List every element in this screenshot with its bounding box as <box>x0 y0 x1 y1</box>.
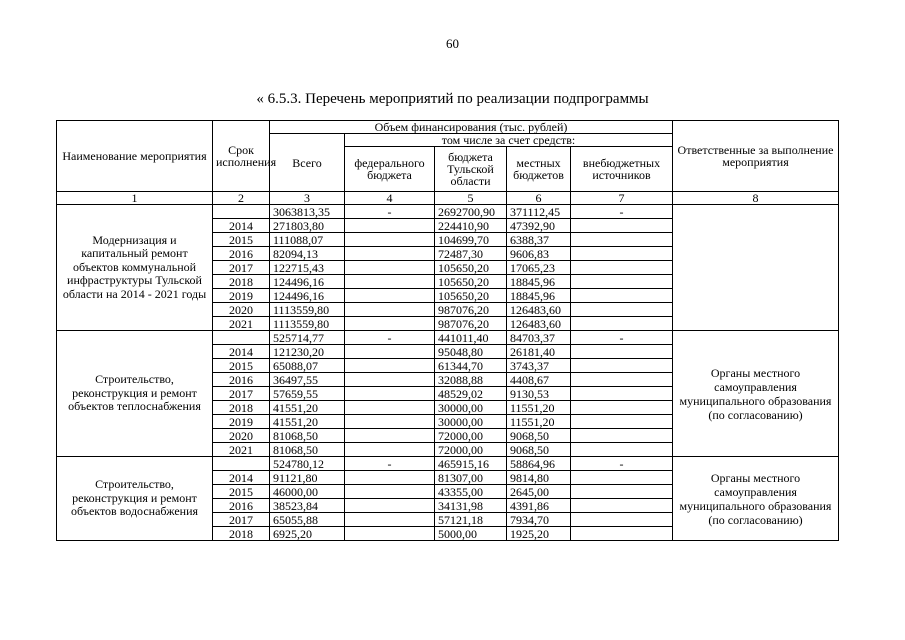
cell-federal <box>345 247 435 261</box>
cell-total: 3063813,35 <box>270 205 345 219</box>
cell-total: 82094,13 <box>270 247 345 261</box>
responsible-party: Органы местного самоуправления муниципального образования (по согласованию) <box>673 331 839 457</box>
cell-federal <box>345 289 435 303</box>
responsible-party: Органы местного самоуправления муниципального образования (по согласованию) <box>673 457 839 541</box>
cell-federal <box>345 471 435 485</box>
cell-local: 11551,20 <box>507 401 571 415</box>
cell-extrabudget <box>571 499 673 513</box>
cell-regional: 34131,98 <box>435 499 507 513</box>
cell-federal <box>345 219 435 233</box>
cell-federal <box>345 415 435 429</box>
page-number: 60 <box>446 36 459 51</box>
cell-federal <box>345 233 435 247</box>
cell-federal <box>345 527 435 541</box>
cell-regional: 2692700,90 <box>435 205 507 219</box>
cell-total: 525714,77 <box>270 331 345 345</box>
header-name: Наименование мероприятия <box>57 121 213 192</box>
cell-extrabudget: - <box>571 457 673 471</box>
cell-local: 9606,83 <box>507 247 571 261</box>
cell-federal: - <box>345 331 435 345</box>
table-row <box>57 331 839 345</box>
cell-year: 2021 <box>213 443 270 457</box>
cell-total: 124496,16 <box>270 275 345 289</box>
cell-total: 122715,43 <box>270 261 345 275</box>
activity-name: Строительство, реконструкция и ремонт объектов теплоснабжения <box>57 331 213 457</box>
cell-total: 46000,00 <box>270 485 345 499</box>
cell-extrabudget: - <box>571 331 673 345</box>
cell-federal <box>345 429 435 443</box>
cell-year: 2017 <box>213 261 270 275</box>
cell-extrabudget <box>571 233 673 247</box>
cell-local: 58864,96 <box>507 457 571 471</box>
cell-regional: 105650,20 <box>435 289 507 303</box>
cell-total: 65055,88 <box>270 513 345 527</box>
cell-local: 1925,20 <box>507 527 571 541</box>
cell-extrabudget <box>571 443 673 457</box>
cell-regional: 72000,00 <box>435 429 507 443</box>
cell-extrabudget <box>571 247 673 261</box>
cell-regional: 104699,70 <box>435 233 507 247</box>
cell-local: 84703,37 <box>507 331 571 345</box>
column-number: 1 <box>57 192 213 205</box>
cell-local: 3743,37 <box>507 359 571 373</box>
cell-local: 9068,50 <box>507 429 571 443</box>
cell-extrabudget <box>571 373 673 387</box>
cell-extrabudget <box>571 345 673 359</box>
cell-extrabudget <box>571 415 673 429</box>
cell-local: 47392,90 <box>507 219 571 233</box>
cell-regional: 224410,90 <box>435 219 507 233</box>
header-federal: федерального бюджета <box>345 147 435 192</box>
cell-total: 124496,16 <box>270 289 345 303</box>
cell-regional: 987076,20 <box>435 303 507 317</box>
cell-regional: 95048,80 <box>435 345 507 359</box>
cell-extrabudget <box>571 261 673 275</box>
cell-total: 81068,50 <box>270 429 345 443</box>
column-number: 5 <box>435 192 507 205</box>
cell-federal <box>345 485 435 499</box>
cell-year: 2014 <box>213 345 270 359</box>
cell-regional: 987076,20 <box>435 317 507 331</box>
cell-regional: 32088,88 <box>435 373 507 387</box>
cell-regional: 43355,00 <box>435 485 507 499</box>
cell-year: 2019 <box>213 289 270 303</box>
cell-extrabudget <box>571 387 673 401</box>
header-responsible: Ответственные за выполнение мероприятия <box>673 121 839 192</box>
cell-total: 36497,55 <box>270 373 345 387</box>
cell-total: 1113559,80 <box>270 317 345 331</box>
cell-total: 91121,80 <box>270 471 345 485</box>
cell-year: 2015 <box>213 359 270 373</box>
cell-extrabudget <box>571 471 673 485</box>
header-volume: Объем финансирования (тыс. рублей) <box>270 121 673 134</box>
cell-total: 41551,20 <box>270 401 345 415</box>
cell-year: 2017 <box>213 513 270 527</box>
cell-total: 38523,84 <box>270 499 345 513</box>
cell-federal <box>345 303 435 317</box>
header-total: Всего <box>270 134 345 192</box>
cell-year <box>213 331 270 345</box>
cell-local: 26181,40 <box>507 345 571 359</box>
cell-federal <box>345 387 435 401</box>
table-caption: « 6.5.3. Перечень мероприятий по реализации подпрограммы <box>256 91 649 107</box>
cell-local: 371112,45 <box>507 205 571 219</box>
cell-year <box>213 457 270 471</box>
cell-local: 9130,53 <box>507 387 571 401</box>
cell-total: 524780,12 <box>270 457 345 471</box>
cell-year: 2021 <box>213 317 270 331</box>
cell-federal <box>345 401 435 415</box>
cell-local: 17065,23 <box>507 261 571 275</box>
cell-regional: 105650,20 <box>435 275 507 289</box>
cell-extrabudget <box>571 289 673 303</box>
cell-local: 2645,00 <box>507 485 571 499</box>
cell-local: 18845,96 <box>507 275 571 289</box>
cell-extrabudget <box>571 275 673 289</box>
cell-local: 9814,80 <box>507 471 571 485</box>
column-number: 6 <box>507 192 571 205</box>
cell-total: 121230,20 <box>270 345 345 359</box>
table-row <box>57 457 839 471</box>
header-term: Срок исполнения <box>213 121 270 192</box>
cell-regional: 72000,00 <box>435 443 507 457</box>
cell-regional: 105650,20 <box>435 261 507 275</box>
table-body <box>57 192 839 541</box>
header-including: том числе за счет средств: <box>345 134 673 147</box>
cell-regional: 5000,00 <box>435 527 507 541</box>
cell-year: 2018 <box>213 275 270 289</box>
column-number: 2 <box>213 192 270 205</box>
cell-year: 2020 <box>213 429 270 443</box>
cell-federal <box>345 261 435 275</box>
cell-local: 126483,60 <box>507 317 571 331</box>
cell-year: 2020 <box>213 303 270 317</box>
cell-extrabudget <box>571 527 673 541</box>
cell-total: 57659,55 <box>270 387 345 401</box>
cell-federal <box>345 317 435 331</box>
cell-federal: - <box>345 205 435 219</box>
cell-local: 4408,67 <box>507 373 571 387</box>
cell-local: 126483,60 <box>507 303 571 317</box>
cell-federal <box>345 275 435 289</box>
cell-total: 81068,50 <box>270 443 345 457</box>
cell-federal <box>345 499 435 513</box>
table-row <box>57 205 839 219</box>
cell-year: 2014 <box>213 219 270 233</box>
header-regional: бюджета Тульской области <box>435 147 507 192</box>
cell-local: 7934,70 <box>507 513 571 527</box>
cell-year: 2014 <box>213 471 270 485</box>
cell-extrabudget <box>571 429 673 443</box>
cell-extrabudget <box>571 401 673 415</box>
cell-regional: 61344,70 <box>435 359 507 373</box>
cell-year: 2016 <box>213 247 270 261</box>
cell-regional: 465915,16 <box>435 457 507 471</box>
column-number-row <box>57 192 839 205</box>
column-number: 8 <box>673 192 839 205</box>
cell-federal <box>345 513 435 527</box>
cell-year: 2016 <box>213 499 270 513</box>
cell-total: 1113559,80 <box>270 303 345 317</box>
cell-local: 9068,50 <box>507 443 571 457</box>
cell-extrabudget <box>571 359 673 373</box>
cell-regional: 30000,00 <box>435 401 507 415</box>
cell-extrabudget <box>571 219 673 233</box>
cell-year: 2016 <box>213 373 270 387</box>
cell-year: 2019 <box>213 415 270 429</box>
cell-federal: - <box>345 457 435 471</box>
activity-name: Строительство, реконструкция и ремонт объектов водоснабжения <box>57 457 213 541</box>
cell-year: 2017 <box>213 387 270 401</box>
cell-total: 41551,20 <box>270 415 345 429</box>
cell-regional: 30000,00 <box>435 415 507 429</box>
cell-regional: 72487,30 <box>435 247 507 261</box>
cell-total: 111088,07 <box>270 233 345 247</box>
activity-name: Модернизация и капитальный ремонт объектов коммунальной инфраструктуры Тульской области на 2014 - 2021 годы <box>57 205 213 331</box>
activities-table <box>56 120 839 541</box>
cell-regional: 441011,40 <box>435 331 507 345</box>
cell-regional: 48529,02 <box>435 387 507 401</box>
cell-extrabudget: - <box>571 205 673 219</box>
cell-federal <box>345 443 435 457</box>
cell-federal <box>345 345 435 359</box>
cell-total: 65088,07 <box>270 359 345 373</box>
cell-total: 271803,80 <box>270 219 345 233</box>
cell-extrabudget <box>571 317 673 331</box>
cell-local: 6388,37 <box>507 233 571 247</box>
cell-year <box>213 205 270 219</box>
header-extrabudget: внебюджетных источников <box>571 147 673 192</box>
cell-extrabudget <box>571 513 673 527</box>
column-number: 7 <box>571 192 673 205</box>
cell-local: 11551,20 <box>507 415 571 429</box>
cell-federal <box>345 359 435 373</box>
cell-local: 4391,86 <box>507 499 571 513</box>
cell-regional: 57121,18 <box>435 513 507 527</box>
cell-year: 2015 <box>213 485 270 499</box>
cell-total: 6925,20 <box>270 527 345 541</box>
column-number: 4 <box>345 192 435 205</box>
cell-extrabudget <box>571 303 673 317</box>
cell-year: 2015 <box>213 233 270 247</box>
cell-federal <box>345 373 435 387</box>
cell-year: 2018 <box>213 527 270 541</box>
cell-local: 18845,96 <box>507 289 571 303</box>
header-local: местных бюджетов <box>507 147 571 192</box>
column-number: 3 <box>270 192 345 205</box>
cell-extrabudget <box>571 485 673 499</box>
responsible-party <box>673 205 839 331</box>
cell-year: 2018 <box>213 401 270 415</box>
cell-regional: 81307,00 <box>435 471 507 485</box>
